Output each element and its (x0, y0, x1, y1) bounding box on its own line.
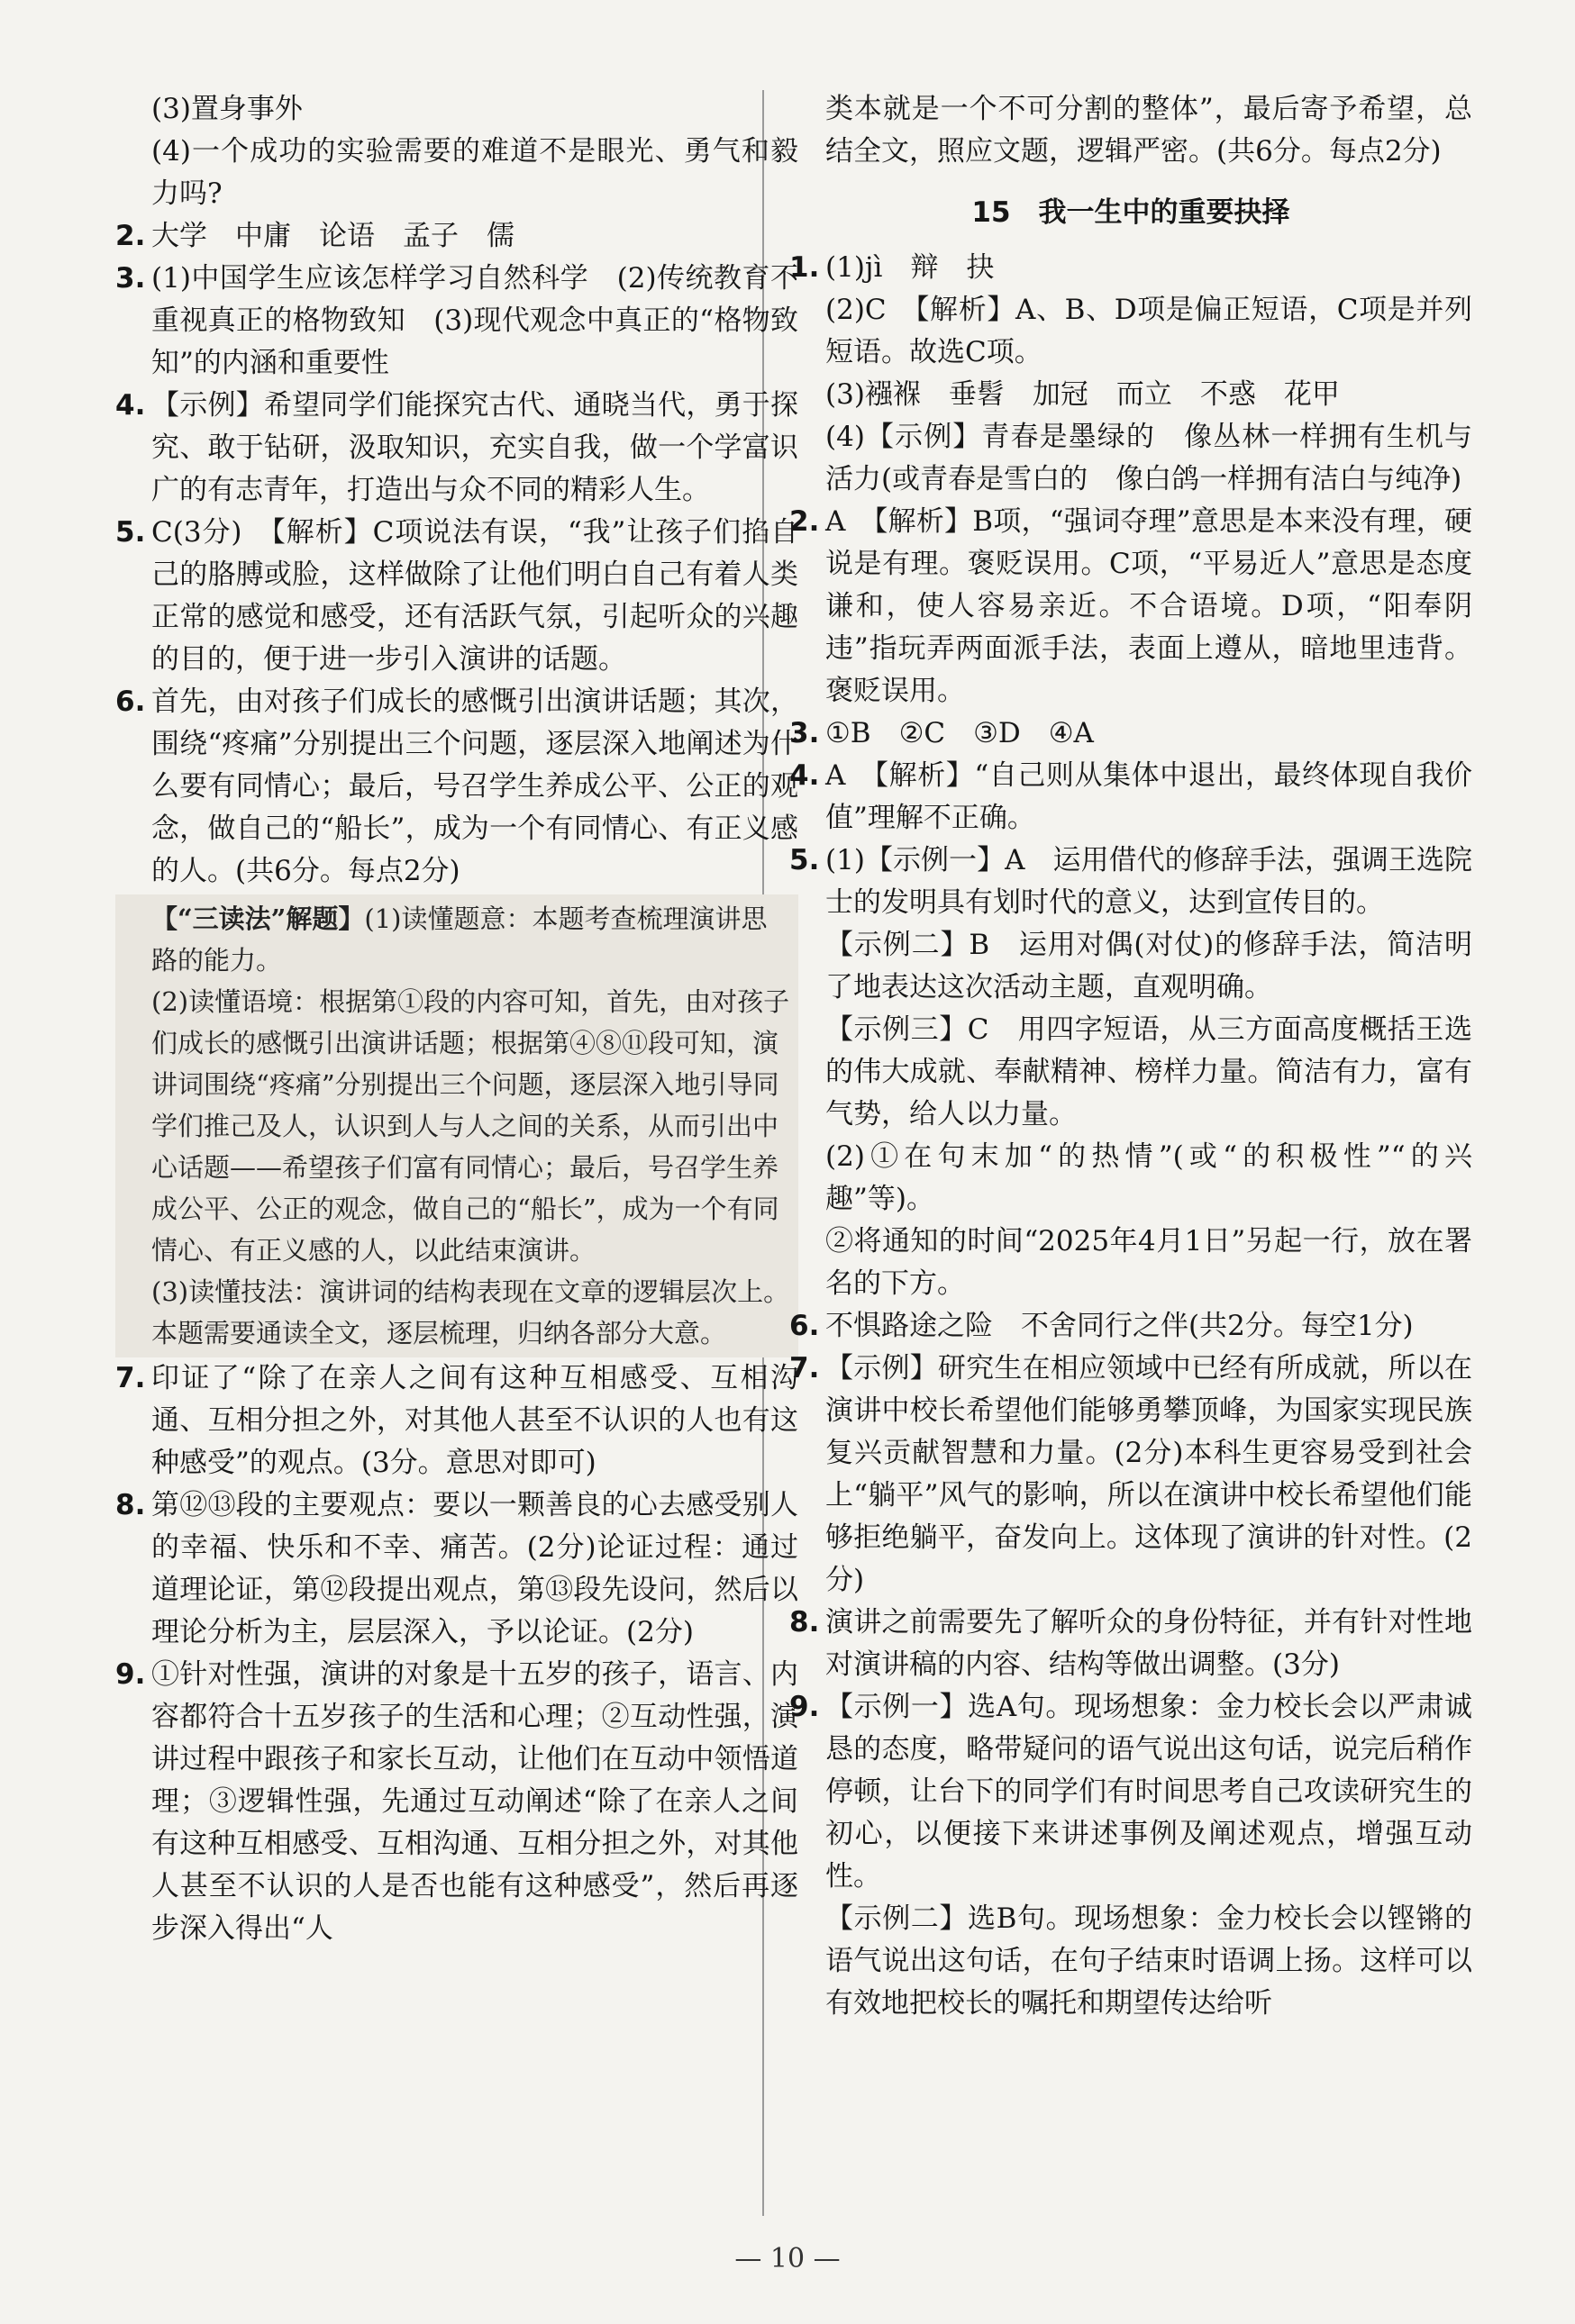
answer-item-3 (115, 258, 798, 385)
answer-item-8 (115, 1484, 798, 1654)
item-text: C(3分) 【解析】C项说法有误，“我”让孩子们掐自己的胳膊或脸，这样做除了让他们明白自己有着人类正常的感觉和感受，还有活跃气氛，引起听众的兴趣的目的，便于进一步引入演讲的话题。 (151, 516, 798, 676)
answer-item-4 (115, 385, 798, 512)
item-line (789, 1686, 1472, 1898)
note-tag: 【“三读法”解题】 (151, 903, 365, 934)
item-number: 7. (115, 1362, 146, 1394)
note-para (151, 898, 793, 981)
answer-item-r1 (789, 247, 1472, 501)
item-text: 【示例】研究生在相应领域中已经有所成就，所以在演讲中校长希望他们能够勇攀顶峰，为国家实现民族复兴贡献智慧和力量。(2分)本科生更容易受到社会上“躺平”风气的影响，所以在演讲中校长希望他们能够拒绝躺平，奋发向上。这体现了演讲的针对性。(2分) (825, 1352, 1472, 1596)
item-number: 1. (789, 251, 820, 284)
item-text: 【示例二】B 运用对偶(对仗)的修辞手法，简洁明了地表达这次活动主题，直观明确。 (825, 929, 1472, 1003)
item-number: 6. (789, 1310, 820, 1342)
item-text: 第⑫⑬段的主要观点：要以一颗善良的心去感受别人的幸福、快乐和不幸、痛苦。(2分)论证过程：通过道理论证，第⑫段提出观点，第⑬段先设问，然后以理论分析为主，层层深入，予以论证。(2分) (151, 1489, 798, 1648)
item-number: 4. (115, 389, 146, 422)
answer-item-r2 (789, 501, 1472, 713)
answer-item-r3 (789, 713, 1472, 755)
item-number: 5. (789, 844, 820, 876)
item-text: (3)襁褓 垂髫 加冠 而立 不惑 花甲 (825, 378, 1340, 411)
item-text: (2)C 【解析】A、B、D项是偏正短语，C项是并列短语。故选C项。 (825, 294, 1472, 368)
answer-item-5 (115, 512, 798, 681)
item-text: (1)中国学生应该怎样学习自然科学 (2)传统教育不重视真正的格物致知 (3)现代观念中真正的“格物致知”的内涵和重要性 (151, 262, 798, 379)
answer-item-9 (115, 1654, 798, 1950)
answer-item-2 (115, 215, 798, 258)
answer-item-r5 (789, 840, 1472, 1305)
item-number: 9. (115, 1658, 146, 1691)
item-text: (1)【示例一】A 运用借代的修辞手法，强调王选院士的发明具有划时代的意义，达到宣传目的。 (825, 844, 1472, 919)
right-column (789, 88, 1472, 2025)
section-heading: 15 我一生中的重要抉择 (971, 196, 1290, 229)
answer-line: (3)置身事外 (151, 93, 303, 125)
item-number: 6. (115, 685, 146, 718)
item-number: 8. (115, 1489, 146, 1521)
item-text: 【示例三】C 用四字短语，从三方面高度概括王选的伟大成就、奉献精神、榜样力量。简洁有力，富有气势，给人以力量。 (825, 1013, 1472, 1130)
item-number: 3. (115, 262, 146, 295)
item-text: 大学 中庸 论语 孟子 儒 (151, 220, 514, 252)
item-number: 9. (789, 1691, 820, 1723)
answer-item-r7 (789, 1348, 1472, 1602)
note-text: (1)读懂题意：本题考查梳理演讲思路的能力。 (151, 903, 768, 976)
item-text: 印证了“除了在亲人之间有这种互相感受、互相沟通、互相分担之外，对其他人甚至不认识的人也有这种感受”的观点。(3分。意思对即可) (151, 1362, 798, 1479)
item-text: (1)jì 辩 抉 (825, 251, 995, 284)
item-line (789, 247, 1472, 289)
item-number: 3. (789, 717, 820, 749)
item-text: 【示例】希望同学们能探究古代、通晓当代，勇于探究、敢于钻研，汲取知识，充实自我，做一个学富识广的有志青年，打造出与众不同的精彩人生。 (151, 389, 798, 506)
item-text: 首先，由对孩子们成长的感慨引出演讲话题；其次，围绕“疼痛”分别提出三个问题，逐层深入地阐述为什么要有同情心；最后，号召学生养成公平、公正的观念，做自己的“船长”，成为一个有同情心、有正义感的人。(共6分。每点2分) (151, 685, 798, 887)
item-number: 4. (789, 759, 820, 792)
item-text: ②将通知的时间“2025年4月1日”另起一行，放在署名的下方。 (825, 1225, 1472, 1300)
answer-item-r9 (789, 1686, 1472, 2025)
item-text: A 【解析】“自己则从集体中退出，最终体现自我价值”理解不正确。 (825, 759, 1472, 834)
item-text: (4)【示例】青春是墨绿的 像丛林一样拥有生机与活力(或青春是雪白的 像白鸽一样拥有洁白与纯净) (825, 421, 1472, 495)
item-text: 【示例一】选A句。现场想象：金力校长会以严肃诚恳的态度，略带疑问的语气说出这句话，说完后稍作停顿，让台下的同学们有时间思考自己攻读研究生的初心，以便接下来讲述事例及阐述观点，增强互动性。 (825, 1691, 1472, 1893)
item-text: 【示例二】选B句。现场想象：金力校长会以铿锵的语气说出这句话，在句子结束时语调上扬。这样可以有效地把校长的嘱托和期望传达给听 (825, 1902, 1472, 2020)
answer-item-r6 (789, 1305, 1472, 1348)
item-text: ①针对性强，演讲的对象是十五岁的孩子，语言、内容都符合十五岁孩子的生活和心理；②互动性强，演讲过程中跟孩子和家长互动，让他们在互动中领悟道理；③逻辑性强，先通过互动阐述“除了在亲人之间有这种互相感受、互相沟通、互相分担之外，对其他人甚至不认识的人是否也能有这种感受”，然后再逐步深入得出“人 (151, 1658, 798, 1945)
item-text: 演讲之前需要先了解听众的身份特征，并有针对性地对演讲稿的内容、结构等做出调整。(3分) (825, 1606, 1472, 1681)
item-text: ①B ②C ③D ④A (825, 717, 1094, 749)
item-number: 2. (115, 220, 146, 252)
item-text: (2)①在句末加“的热情”(或“的积极性”“的兴趣”等)。 (825, 1140, 1472, 1215)
answer-item-r4 (789, 755, 1472, 840)
answer-item-r8 (789, 1602, 1472, 1686)
item-number: 2. (789, 505, 820, 538)
answer-line: (4)一个成功的实验需要的难道不是眼光、勇气和毅力吗? (151, 135, 798, 210)
note-para: (3)读懂技法：演讲词的结构表现在文章的逻辑层次上。本题需要通读全文，逐层梳理，归纳各部分大意。 (151, 1276, 790, 1348)
page-number: — 10 — (734, 2243, 841, 2274)
answer-item-6 (115, 681, 798, 893)
continued-text: 类本就是一个不可分割的整体”，最后寄予希望，总结全文，照应文题，逻辑严密。(共6分。每点2分) (825, 93, 1472, 168)
item-text: 不惧路途之险 不舍同行之伴(共2分。每空1分) (825, 1310, 1414, 1342)
item-number: 7. (789, 1352, 820, 1384)
item-line (789, 840, 1472, 924)
item-text: A 【解析】B项，“强词夺理”意思是本来没有理，硬说是有理。褒贬误用。C项，“平易近人”意思是态度谦和，使人容易亲近。不合语境。D项，“阳奉阴违”指玩弄两面派手法，表面上遵从，暗地里违背。褒贬误用。 (825, 505, 1472, 707)
left-column (115, 88, 798, 1950)
note-para: (2)读懂语境：根据第①段的内容可知，首先，由对孩子们成长的感慨引出演讲话题；根据第④⑧⑪段可知，演讲词围绕“疼痛”分别提出三个问题，逐层深入地引导同学们推己及人，认识到人与人之间的关系，从而引出中心话题——希望孩子们富有同情心；最后，号召学生养成公平、公正的观念，做自己的“船长”，成为一个有同情心、有正义感的人，以此结束演讲。 (151, 986, 790, 1266)
answer-item-7 (115, 1357, 798, 1484)
item-number: 5. (115, 516, 146, 549)
three-read-note (115, 894, 798, 1357)
item-number: 8. (789, 1606, 820, 1639)
